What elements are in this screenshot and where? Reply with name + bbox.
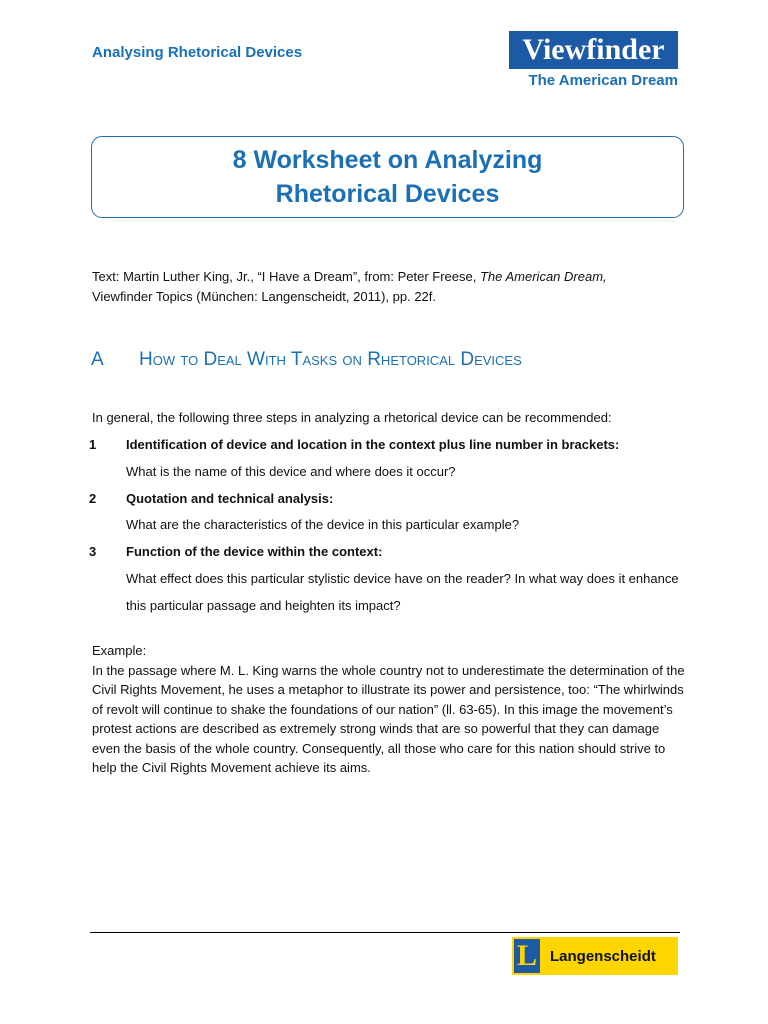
step-1-text: What is the name of this device and where does it occur?: [126, 464, 456, 479]
intro-text: In general, the following three steps in analyzing a rhetorical device can be recommended:: [92, 410, 612, 425]
step-3-text: What effect does this particular stylistic device have on the reader? In what way does it enhance this particular passage and heighten its impact?: [126, 571, 679, 613]
step-3-heading: Function of the device within the context:: [126, 544, 383, 559]
langenscheidt-emblem-letter: L: [516, 939, 537, 972]
viewfinder-logo-text: Viewfinder: [522, 33, 665, 66]
header-subtitle: The American Dream: [528, 72, 678, 89]
source-suffix: Viewfinder Topics (München: Langenscheidt, 2011), pp. 22f.: [92, 289, 436, 304]
section-a-title: How to Deal With Tasks on Rhetorical Devices: [139, 349, 522, 370]
source-prefix: Text: Martin Luther King, Jr., “I Have a Dream”, from: Peter Freese,: [92, 269, 480, 284]
header-title: Analysing Rhetorical Devices: [92, 44, 303, 61]
worksheet-title-line1: 8 Worksheet on Analyzing: [232, 146, 543, 174]
step-2-heading: Quotation and technical analysis:: [126, 491, 334, 506]
viewfinder-logo: [509, 31, 678, 69]
langenscheidt-emblem: [514, 939, 540, 973]
step-2-text: What are the characteristics of the device in this particular example?: [126, 517, 520, 532]
langenscheidt-name: Langenscheidt: [550, 947, 656, 965]
footer-divider: [90, 932, 680, 933]
step-1-heading: Identification of device and location in the context plus line number in brackets:: [126, 437, 620, 452]
example-label: Example:: [92, 643, 147, 658]
example-body: In the passage where M. L. King warns the whole country not to underestimate the determination of the Civil Rights Movement, he uses a metaphor to illustrate its power and persistence, too: “The whirlwinds of revolt will continue to shake the foundations of our nation” (ll. 63-65). In this image the movement’s protest actions are described as extremely strong winds that are so powerful that they can damage even the basis of the whole country. Consequently, all those who care for this nation should strive to help the Civil Rights Movement achieve its aims.: [92, 663, 685, 776]
source-book-title: The American Dream,: [479, 269, 607, 284]
worksheet-title-box: [91, 136, 684, 218]
step-3-number: 3: [89, 544, 97, 559]
source-citation: [92, 267, 692, 307]
worksheet-title-line2: Rhetorical Devices: [275, 180, 500, 208]
step-1-number: 1: [89, 437, 97, 452]
step-2-number: 2: [89, 491, 97, 506]
langenscheidt-logo: [512, 937, 678, 975]
section-a-letter: A: [91, 349, 104, 370]
